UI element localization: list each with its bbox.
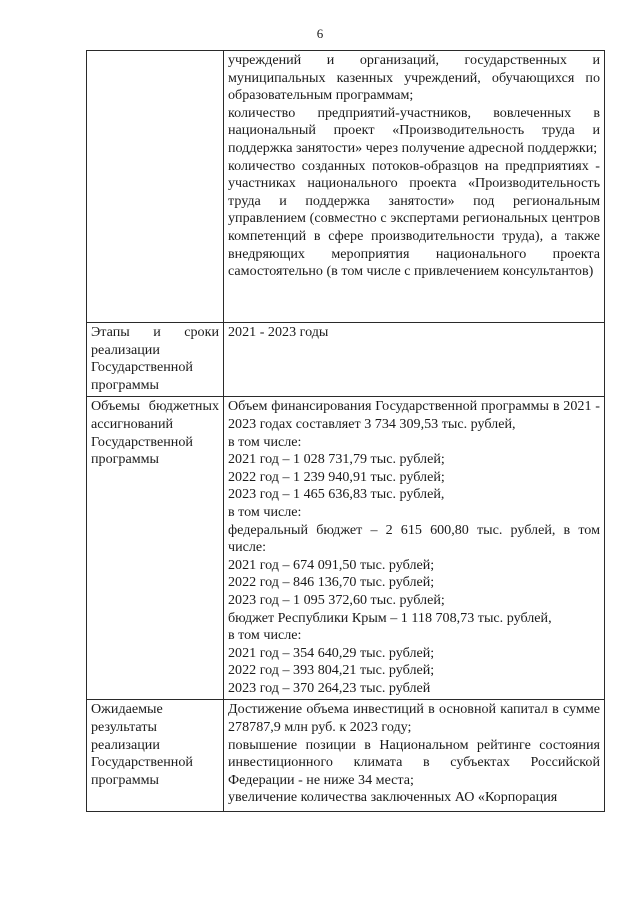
result-text: Достижение объема инвестиций в основной капитал в сумме 278787,9 млн руб. к 2023 году; <box>228 701 600 736</box>
budget-line: в том числе: <box>228 503 302 520</box>
label-results: Ожидаемые результаты реализации Государственной программы <box>87 700 224 812</box>
label-budget: Объемы бюджетных ассигнований Государственной программы <box>87 397 224 700</box>
budget-line: 2021 год – 354 640,29 тыс. рублей; <box>228 644 435 661</box>
content-stages: 2021 - 2023 годы <box>224 323 605 397</box>
budget-line: Объем финансирования Государственной программы в 2021 - 2023 годах составляет 3 734 309,53 тыс. рублей, <box>228 398 600 432</box>
budget-line: федеральный бюджет – 2 615 600,80 тыс. рублей, в том числе: <box>228 521 600 556</box>
budget-line: 2023 год – 1 095 372,60 тыс. рублей; <box>228 591 445 608</box>
content-cell-results <box>224 700 605 812</box>
budget-line: 2021 год – 1 028 731,79 тыс. рублей; <box>228 451 445 468</box>
budget-line: в том числе: <box>228 627 302 644</box>
budget-line: 2023 год – 370 264,23 тыс. рублей <box>228 679 431 696</box>
content-cell-indicators <box>224 51 605 323</box>
result-text: увеличение количества заключенных АО «Корпорация <box>228 789 558 806</box>
budget-line: 2022 год – 1 239 940,91 тыс. рублей; <box>228 468 445 485</box>
label-stages: Этапы и сроки реализации Государственной программы <box>87 323 224 397</box>
table-row-stages <box>87 323 605 397</box>
budget-line: 2022 год – 846 136,70 тыс. рублей; <box>228 574 435 591</box>
page-number: 6 <box>316 26 324 41</box>
budget-line: бюджет Республики Крым – 1 118 708,73 тыс. рублей, <box>228 609 552 626</box>
indicator-text: количество предприятий-участников, вовлеченных в национальный проект «Производительность труда и поддержка занятости» через получение адресной поддержки; <box>228 104 600 156</box>
content-cell-budget <box>224 397 605 700</box>
indicator-text: количество созданных потоков-образцов на предприятиях - участниках национального проекта «Производительность труда и поддержка занятости» под региональным управлением (совместно с экспертами региональных центров компетенций в сфере производительности труда), а также внедряющих мероприятия национального проекта самостоятельно (в том числе с привлечением консультантов) <box>228 157 600 280</box>
indicator-text: учреждений и организаций, государственных и муниципальных казенных учреждений, обучающихся по образовательным программам; <box>228 52 600 104</box>
budget-line: 2022 год – 393 804,21 тыс. рублей; <box>228 662 435 679</box>
result-text: повышение позиции в Национальном рейтинге состояния инвестиционного климата в субъектах Российской Федерации - не ниже 34 места; <box>228 736 600 788</box>
budget-line: в том числе: <box>228 433 302 450</box>
table-row-results <box>87 700 605 812</box>
budget-line: 2023 год – 1 465 636,83 тыс. рублей, <box>228 486 445 503</box>
label-cell-empty <box>87 51 224 323</box>
budget-line: 2021 год – 674 091,50 тыс. рублей; <box>228 556 435 573</box>
program-passport-table <box>86 50 605 812</box>
table-row-budget <box>87 397 605 700</box>
table-row-indicators-continued <box>87 51 605 323</box>
